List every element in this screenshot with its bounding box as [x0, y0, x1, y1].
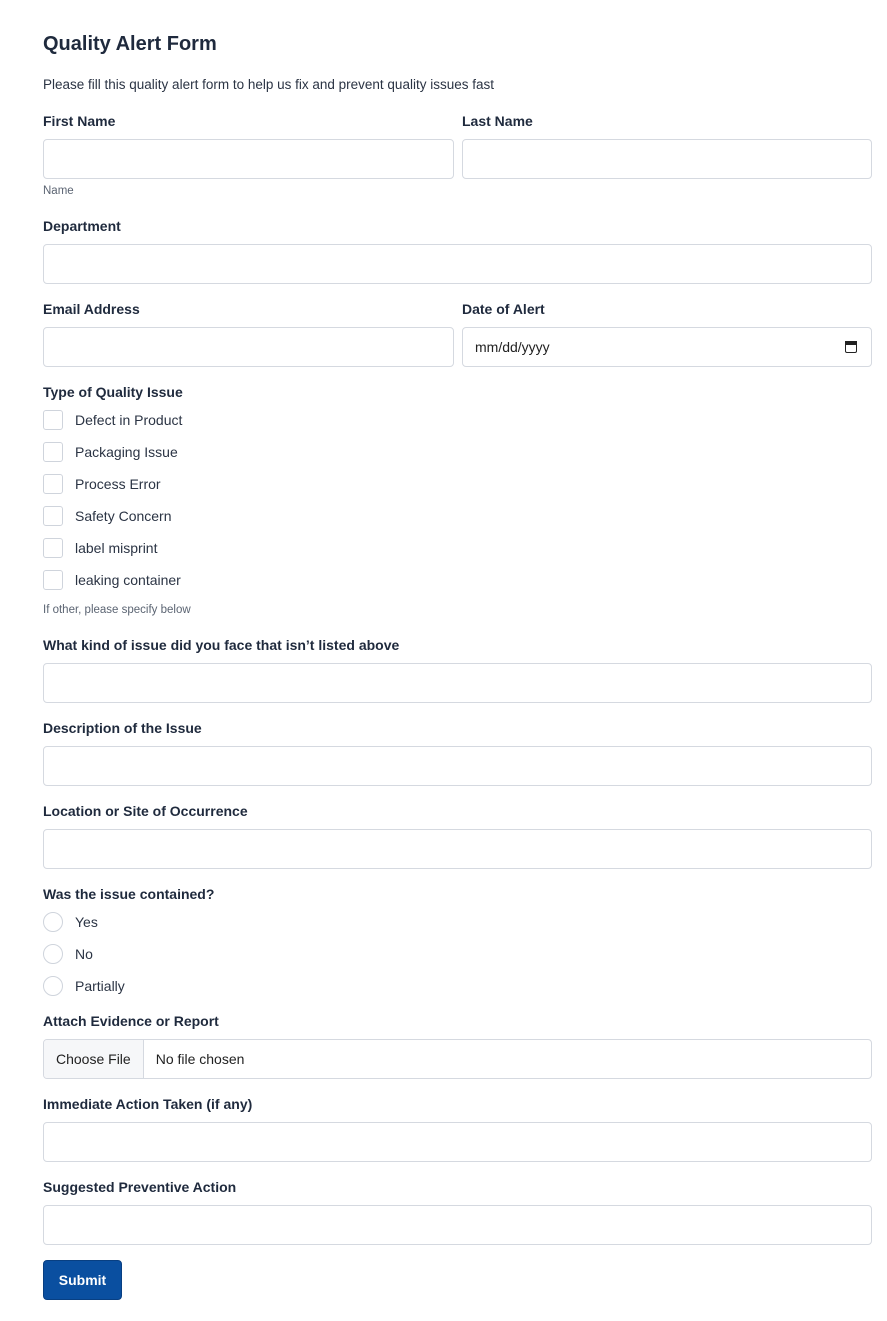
calendar-icon[interactable]: [845, 341, 857, 353]
preventive-action-input[interactable]: [43, 1205, 872, 1245]
email-input[interactable]: [43, 327, 454, 367]
checkbox-label: Process Error: [75, 476, 161, 492]
checkbox-label: Packaging Issue: [75, 444, 178, 460]
issue-type-hint: If other, please specify below: [43, 604, 191, 616]
radio-yes[interactable]: [43, 912, 98, 932]
department-label: Department: [43, 218, 121, 234]
checkbox-safety-concern[interactable]: [43, 506, 172, 526]
last-name-input[interactable]: [462, 139, 872, 179]
radio-circle[interactable]: [43, 912, 63, 932]
name-hint: Name: [43, 185, 74, 197]
first-name-label: First Name: [43, 113, 116, 129]
checkbox-label-misprint[interactable]: [43, 538, 157, 558]
radio-circle[interactable]: [43, 976, 63, 996]
first-name-input[interactable]: [43, 139, 454, 179]
issue-type-label: Type of Quality Issue: [43, 384, 183, 400]
attachment-label: Attach Evidence or Report: [43, 1013, 219, 1029]
date-placeholder: mm/dd/yyyy: [475, 339, 550, 355]
checkbox-box[interactable]: [43, 538, 63, 558]
radio-label: Yes: [75, 914, 98, 930]
checkbox-label: label misprint: [75, 540, 158, 556]
checkbox-label: Safety Concern: [75, 508, 172, 524]
email-label: Email Address: [43, 301, 140, 317]
checkbox-box[interactable]: [43, 442, 63, 462]
radio-no[interactable]: [43, 944, 93, 964]
other-issue-label: What kind of issue did you face that isn’t listed above: [43, 637, 400, 653]
checkbox-box[interactable]: [43, 474, 63, 494]
last-name-label: Last Name: [462, 113, 533, 129]
radio-label: No: [75, 946, 93, 962]
immediate-action-input[interactable]: [43, 1122, 872, 1162]
checkbox-box[interactable]: [43, 570, 63, 590]
other-issue-input[interactable]: [43, 663, 872, 703]
checkbox-process-error[interactable]: [43, 474, 161, 494]
checkbox-box[interactable]: [43, 410, 63, 430]
location-label: Location or Site of Occurrence: [43, 803, 248, 819]
checkbox-label: Defect in Product: [75, 412, 183, 428]
checkbox-box[interactable]: [43, 506, 63, 526]
checkbox-label: leaking container: [75, 572, 181, 588]
description-input[interactable]: [43, 746, 872, 786]
file-input[interactable]: [43, 1039, 872, 1079]
description-label: Description of the Issue: [43, 720, 202, 736]
immediate-action-label: Immediate Action Taken (if any): [43, 1096, 253, 1112]
contained-label: Was the issue contained?: [43, 886, 215, 902]
location-input[interactable]: [43, 829, 872, 869]
checkbox-defect-in-product[interactable]: [43, 410, 182, 430]
choose-file-button[interactable]: Choose File: [44, 1040, 144, 1078]
radio-label: Partially: [75, 978, 125, 994]
file-status: No file chosen: [155, 1051, 245, 1067]
preventive-action-label: Suggested Preventive Action: [43, 1179, 237, 1195]
date-label: Date of Alert: [462, 301, 545, 317]
radio-circle[interactable]: [43, 944, 63, 964]
date-input[interactable]: [462, 327, 872, 367]
form-title: Quality Alert Form: [43, 33, 217, 55]
checkbox-leaking-container[interactable]: [43, 570, 181, 590]
radio-partially[interactable]: [43, 976, 125, 996]
submit-button[interactable]: Submit: [43, 1260, 122, 1300]
department-input[interactable]: [43, 244, 872, 284]
checkbox-packaging-issue[interactable]: [43, 442, 178, 462]
form-subtitle: Please fill this quality alert form to help us fix and prevent quality issues fast: [43, 77, 494, 92]
